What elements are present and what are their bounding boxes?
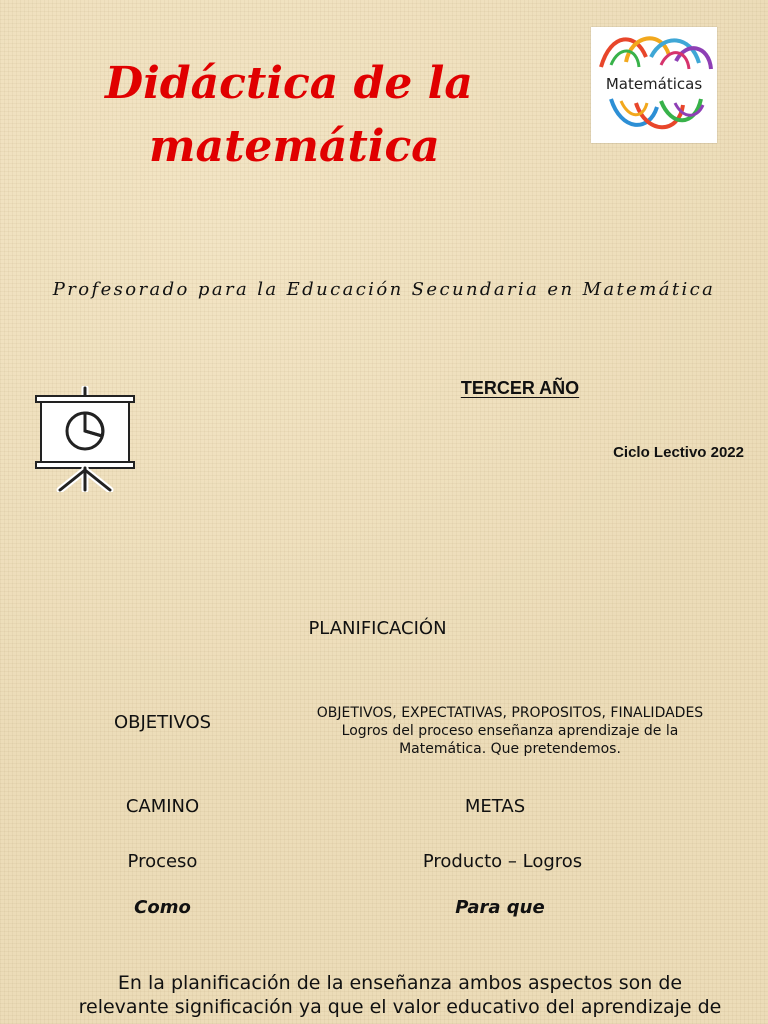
objetivos-desc-line: Logros del proceso enseñanza aprendizaje de la xyxy=(341,723,679,739)
objetivos-desc-line: Matemática. Que pretendemos. xyxy=(399,741,621,757)
title-line-2: matemática xyxy=(149,121,440,172)
proceso-label: Proceso xyxy=(127,851,198,872)
objetivos-desc-line: OBJETIVOS, EXPECTATIVAS, PROPOSITOS, FINALIDADES xyxy=(316,705,704,721)
body-paragraph xyxy=(55,971,745,1019)
math-logo xyxy=(591,27,717,143)
title-line-1: Didáctica de la xyxy=(105,58,473,109)
metas-label: METAS xyxy=(464,796,526,817)
presentation-chart-icon xyxy=(30,386,140,492)
objetivos-label: OBJETIVOS xyxy=(113,712,212,733)
producto-label: Producto – Logros xyxy=(422,851,583,872)
section-heading: PLANIFICACIÓN xyxy=(308,618,447,639)
paragraph-line: relevante significación ya que el valor educativo del aprendizaje de xyxy=(78,996,722,1018)
camino-label: CAMINO xyxy=(125,796,200,817)
logo-text: Matemáticas xyxy=(605,75,703,93)
subtitle: Profesorado para la Educación Secundaria en Matemática xyxy=(52,279,716,300)
document-title xyxy=(105,52,525,178)
para-que-label: Para que xyxy=(455,897,545,918)
course-year: TERCER AÑO xyxy=(460,378,580,398)
como-label: Como xyxy=(134,897,191,918)
paragraph-line: En la planificación de la enseñanza ambos aspectos son de xyxy=(117,972,683,994)
course-cycle: Ciclo Lectivo 2022 xyxy=(613,444,744,461)
objetivos-description xyxy=(285,704,735,758)
